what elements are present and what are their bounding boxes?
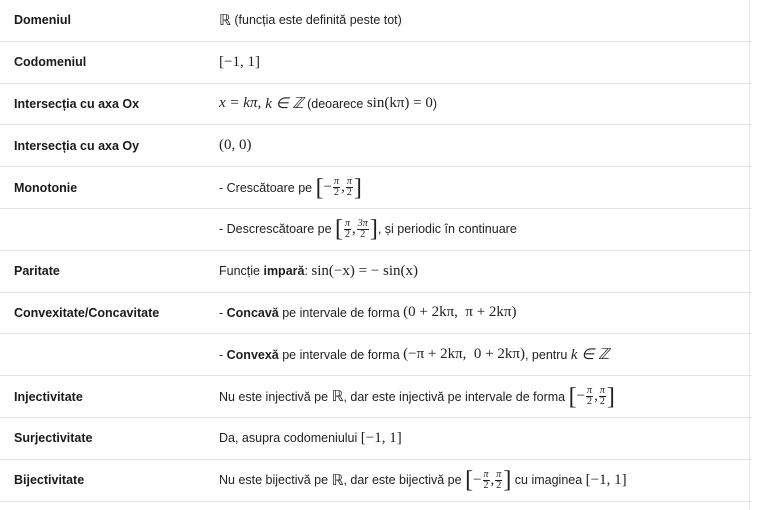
fraction: $\frac{\pi}{2}$ [334,176,340,199]
row-label: Domeniul [14,13,71,28]
table-row [0,334,752,376]
value-text: Da, asupra codomeniului [219,431,361,446]
row-value [219,430,402,447]
table-row [0,167,752,209]
bracket-close: ] [353,174,362,201]
row-label: Paritate [14,264,60,279]
row-value [219,94,437,113]
bold-text: Concavă [226,305,279,320]
fraction: $\frac{\pi}{2}$ [345,217,351,240]
table-row [0,376,752,418]
value-text: pe intervale de forma [278,347,404,362]
bracket-open: [ [568,383,577,410]
table-row [0,0,752,42]
fraction: $\frac{\pi}{2}$ [483,468,489,491]
value-text: - [219,305,227,320]
row-value [219,304,517,321]
table-row [0,293,752,335]
bracket-open: [ [465,467,474,494]
row-label: Intersecția cu axa Oy [14,138,140,153]
row-value [219,345,609,364]
row-value: - Crescătoare pe [ − $\frac{\pi}{2}$ , $\frac{\pi}{2}$ ] [219,174,362,201]
fraction: $\frac{3\pi}{2}$ [357,217,368,240]
value-text: ) [432,96,438,111]
bracket-open: [ [315,174,324,201]
fraction: $\frac{\pi}{2}$ [346,176,352,199]
row-value: Nu este injectivă pe ℝ , dar este injectivă pe intervale de forma [ − $\frac{\pi}{2}$ , $\frac{\pi}{2}$ ] [219,383,615,410]
table-row [0,460,752,502]
math-expression: (0 + 2kπ, π + 2kπ) [403,304,517,321]
table-row [0,209,752,251]
value-text: , dar este bijectivă pe [343,473,466,488]
math-expression: (0, 0) [219,137,252,154]
row-label: Bijectivitate [14,473,85,488]
math-expression: sin(−x) = − sin(x) [311,262,419,279]
bold-text: impară [263,264,305,279]
fraction: $\frac{\pi}{2}$ [496,468,502,491]
row-label: Surjectivitate [14,431,93,446]
value-text: : [304,264,312,279]
table-row [0,84,752,126]
real-numbers-symbol: ℝ [331,472,344,489]
value-text: Nu este bijectivă pe [219,473,332,488]
math-expression: k ∈ ℤ [265,96,304,113]
table-right-border [749,0,750,510]
table-row [0,42,752,84]
row-value [219,137,252,154]
bracket-close: ] [369,216,378,243]
row-value: Nu este bijectivă pe ℝ , dar este bijectivă pe [ − $\frac{\pi}{2}$ , $\frac{\pi}{2}$ ] cu imaginea [−1, 1] [219,467,627,494]
fraction: $\frac{\pi}{2}$ [587,385,593,408]
math-expression: [−1, 1] [360,429,402,446]
value-text: (deoarece [303,96,367,111]
value-text: - Crescătoare pe [219,180,316,195]
math-expression: (−π + 2kπ, 0 + 2kπ) [403,346,525,363]
table-row [0,418,752,460]
table-row [0,251,752,293]
value-text: (funcția este definită peste tot) [230,13,402,28]
bracket-open: [ [335,216,344,243]
fraction: $\frac{\pi}{2}$ [599,385,605,408]
value-text: , dar este injectivă pe intervale de forma [343,389,569,404]
row-label: Intersecția cu axa Ox [14,96,140,111]
row-value [219,54,260,71]
bracket-close: ] [503,467,512,494]
bracket-close: ] [606,383,615,410]
value-text: Funcție [219,264,264,279]
row-label: Injectivitate [14,389,83,404]
row-value: - Descrescătoare pe [ $\frac{\pi}{2}$ , $\frac{3\pi}{2}$ ] , și periodic în continuare [219,216,517,243]
value-text: cu imaginea [511,473,586,488]
real-numbers-symbol: ℝ [331,389,344,406]
value-text: , pentru [524,347,571,362]
row-label: Codomeniul [14,55,87,70]
math-expression: [−1, 1] [585,471,627,488]
value-text: , și periodic în continuare [377,222,517,237]
math-expression: x = kπ, [219,95,262,112]
math-expression: [−1, 1] [219,53,260,70]
value-text: Nu este injectivă pe [219,389,332,404]
value-text: - [219,347,227,362]
row-value [219,11,402,30]
bold-text: Convexă [226,347,279,362]
value-text: - Descrescătoare pe [219,222,336,237]
table-row [0,125,752,167]
row-value [219,263,418,280]
row-label: Monotonie [14,180,78,195]
math-expression: k ∈ ℤ [570,347,610,364]
value-text: pe intervale de forma [278,305,404,320]
real-numbers-symbol: ℝ [219,12,231,29]
math-expression: sin(kπ) = 0 [366,95,433,112]
row-label: Convexitate/Concavitate [14,305,160,320]
